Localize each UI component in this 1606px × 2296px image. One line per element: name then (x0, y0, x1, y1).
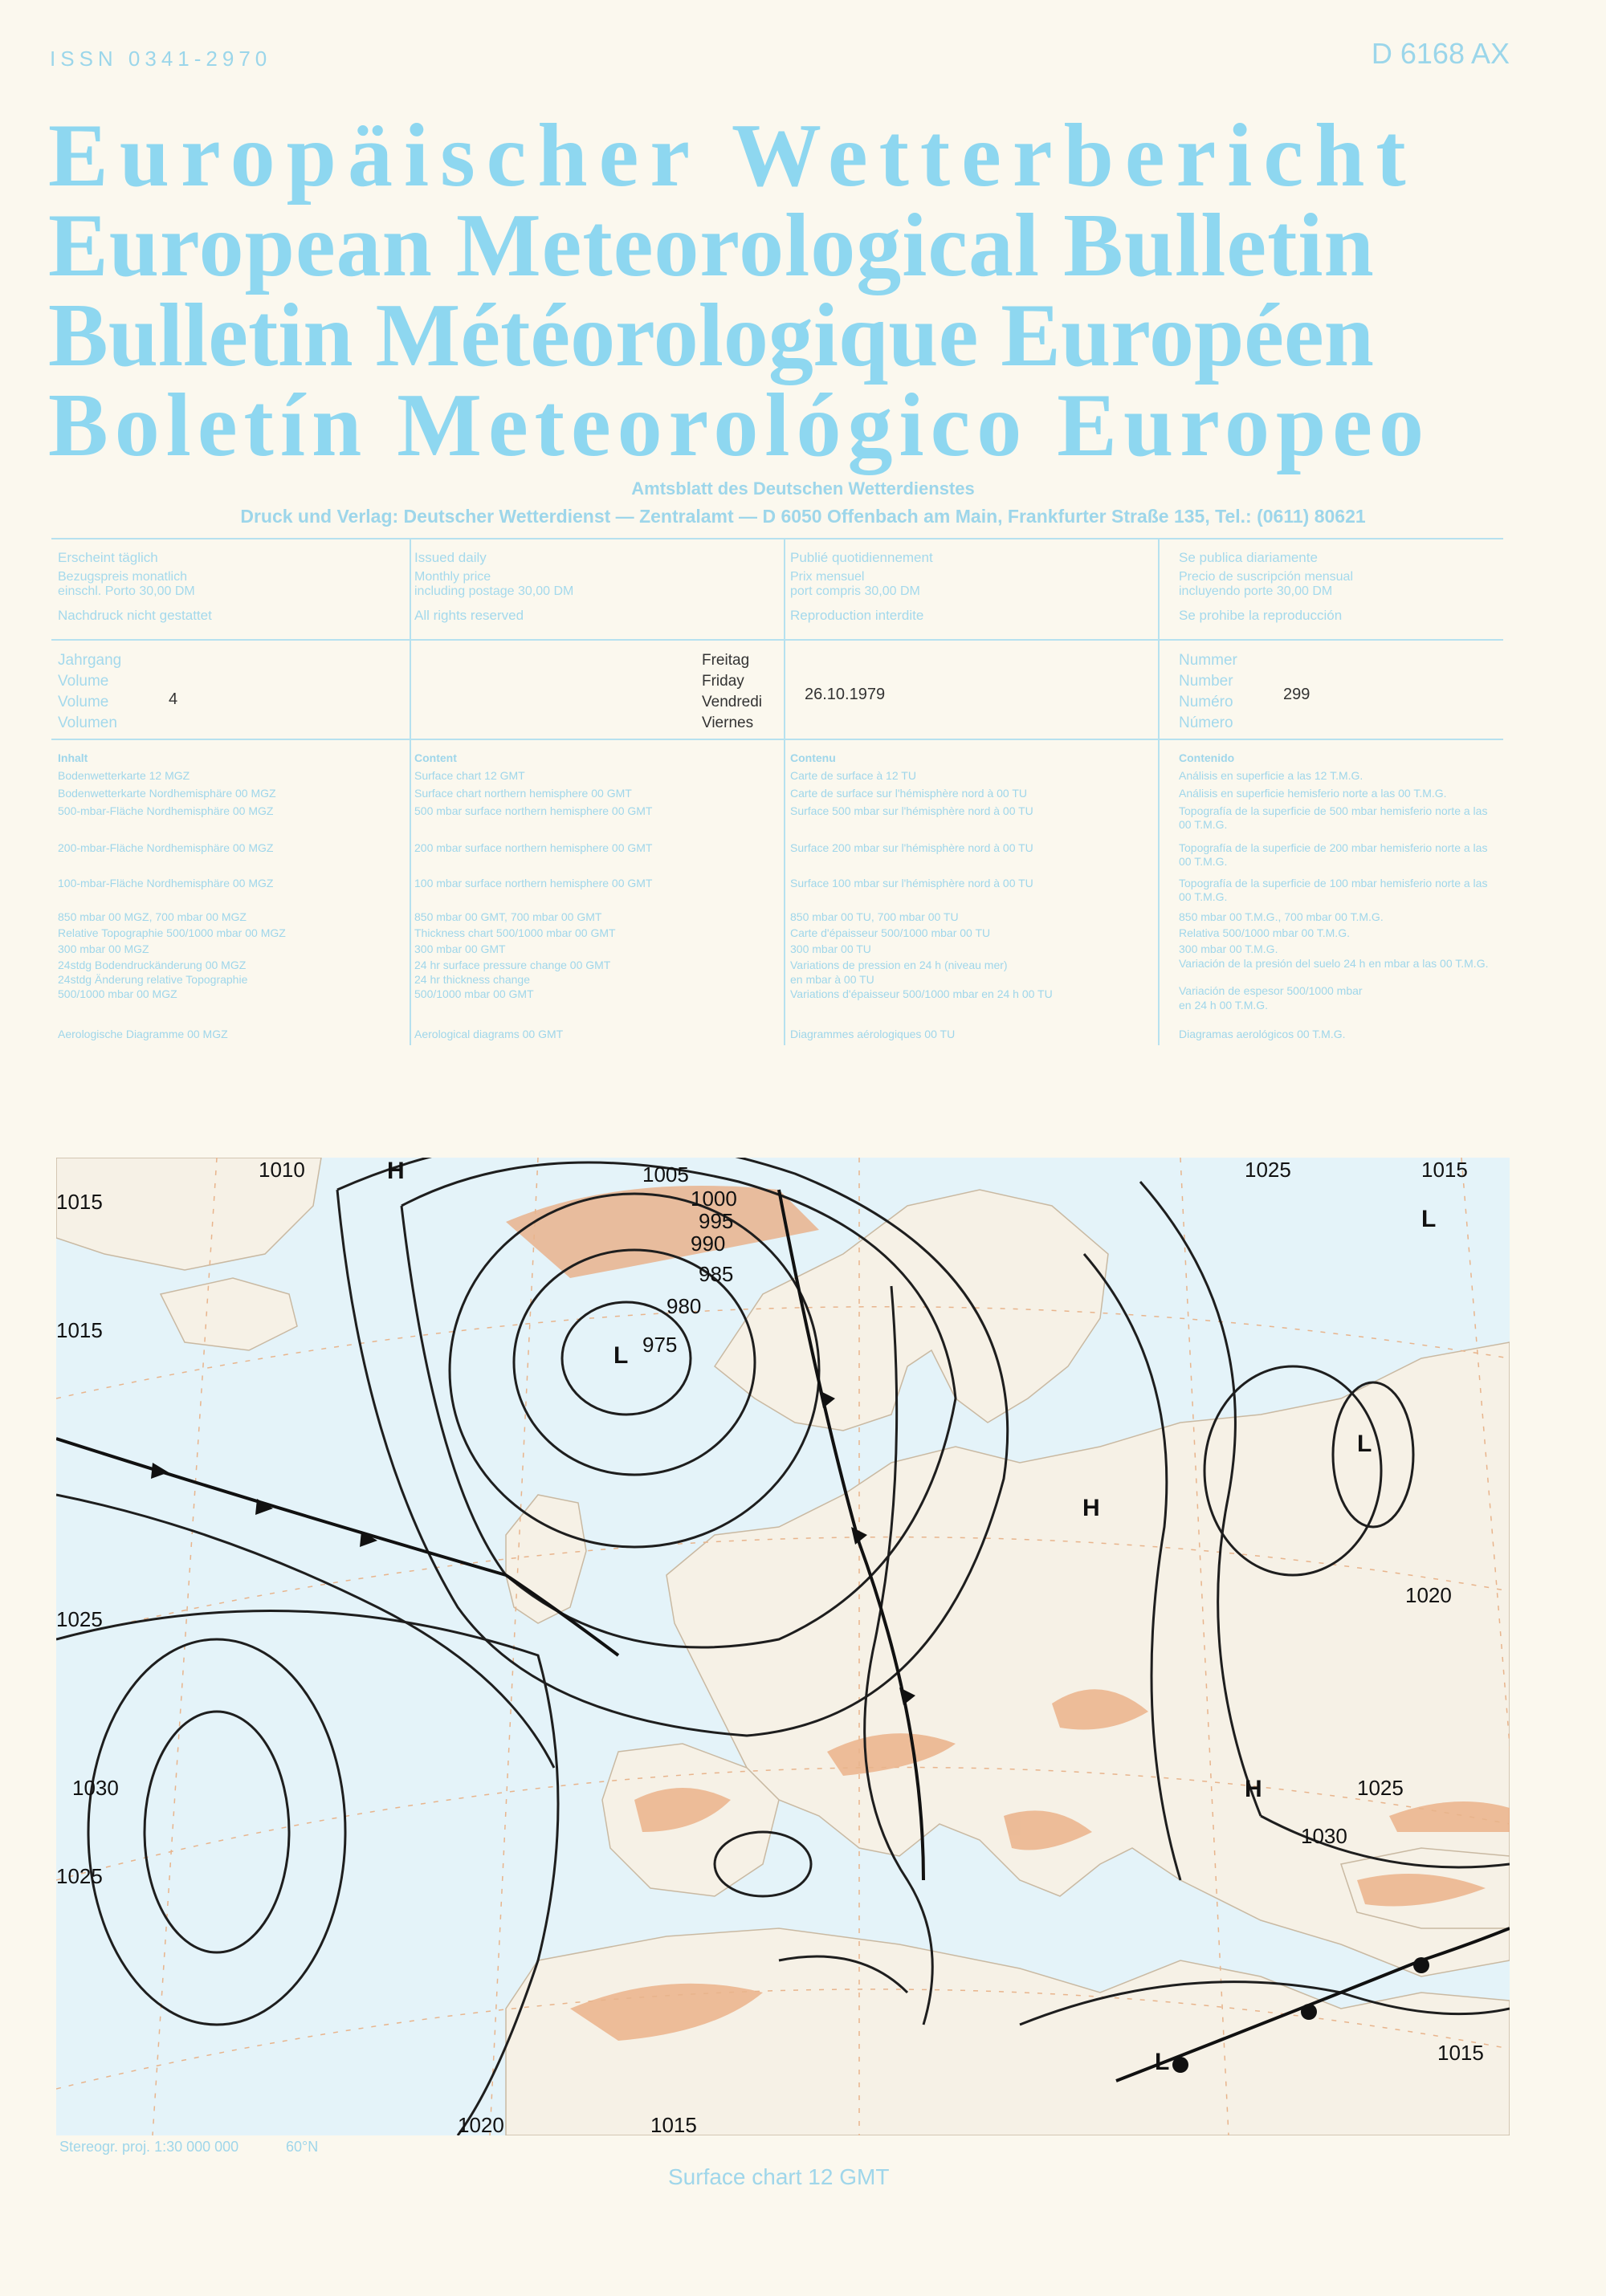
contents-item: 200-mbar-Fläche Nordhemisphäre 00 MGZ (58, 841, 274, 854)
high-center: H (387, 1158, 405, 1184)
volume-value: 4 (169, 690, 178, 708)
column-divider (784, 539, 785, 1045)
rule-low (51, 739, 1503, 740)
contents-item: Variación de la presión del suelo 24 h en mbar a las 00 T.M.G. (1179, 957, 1489, 970)
number-labels (1179, 650, 1237, 734)
low-center: L (1357, 1431, 1372, 1457)
contents-item: Surface chart 12 GMT (414, 769, 525, 782)
high-center: H (1245, 1776, 1262, 1802)
isobar-label: 990 (691, 1231, 726, 1256)
subscription-line: Precio de suscripción mensual (1179, 570, 1353, 584)
contents-item: Surface chart northern hemisphere 00 GMT (414, 787, 632, 800)
map-svg (56, 1158, 1510, 2135)
contents-item: Análisis en superficie hemisferio norte a las 00 T.M.G. (1179, 787, 1447, 800)
subscription-spanish (1179, 546, 1353, 628)
contents-item: 850 mbar 00 T.M.G., 700 mbar 00 T.M.G. (1179, 910, 1384, 923)
contents-item: Variations d'épaisseur 500/1000 mbar en 24 h 00 TU (790, 987, 1053, 1000)
isobar-label: 985 (699, 1262, 734, 1286)
contents-item: Bodenwetterkarte 12 MGZ (58, 769, 190, 782)
contents-item: 300 mbar 00 TU (790, 942, 871, 955)
isobar-label: 1015 (56, 1190, 103, 1214)
contents-item: 500/1000 mbar 00 MGZ (58, 987, 177, 1000)
subscription-line: Se prohibe la reproducción (1179, 608, 1343, 623)
contents-item: Carte de surface à 12 TU (790, 769, 916, 782)
contents-item: Variación de espesor 500/1000 mbar (1179, 984, 1363, 997)
contents-heading: Content (414, 751, 457, 764)
contents-item: Diagrammes aérologiques 00 TU (790, 1028, 956, 1040)
contents-item: 300 mbar 00 MGZ (58, 942, 149, 955)
issn-number: ISSN 0341-2970 (50, 47, 272, 71)
subscription-german (58, 546, 212, 628)
isobar-label: 1015 (1437, 2041, 1484, 2065)
contents-item: 500/1000 mbar 00 GMT (414, 987, 534, 1000)
subscription-line: incluyendo porte 30,00 DM (1179, 584, 1333, 598)
contents-item: 850 mbar 00 MGZ, 700 mbar 00 MGZ (58, 910, 247, 923)
weekday-label: Viernes (702, 714, 754, 731)
subscription-line: Se publica diariamente (1179, 550, 1318, 565)
low-center: L (1421, 1206, 1437, 1232)
isobar-label: 1015 (56, 1318, 103, 1342)
low-center-value: 975 (642, 1333, 678, 1357)
contents-item: 24stdg Änderung relative Topographie (58, 973, 248, 986)
subscription-line: Publié quotidiennement (790, 550, 933, 565)
isobar-label: 1025 (56, 1607, 103, 1631)
contents-item: 850 mbar 00 GMT, 700 mbar 00 GMT (414, 910, 602, 923)
volume-labels (58, 650, 121, 734)
subscription-line: including postage 30,00 DM (414, 584, 574, 598)
subscription-english (414, 546, 573, 628)
subscription-line: All rights reserved (414, 608, 524, 623)
contents-item: Surface 500 mbar sur l'hémisphère nord à 00 TU (790, 804, 1033, 817)
map-latitude: 60°N (286, 2139, 319, 2155)
isobar-label: 1020 (1405, 1583, 1452, 1607)
map-projection: Stereogr. proj. 1:30 000 000 (59, 2139, 239, 2155)
isobar-label: 995 (699, 1209, 734, 1233)
official-gazette-line: Amtsblatt des Deutschen Wetterdienstes (631, 478, 975, 499)
subscription-line: Bezugspreis monatlich (58, 570, 187, 584)
high-center: H (1082, 1495, 1100, 1521)
contents-item: Carte de surface sur l'hémisphère nord à 00 TU (790, 787, 1028, 800)
contents-item: 500-mbar-Fläche Nordhemisphäre 00 MGZ (58, 804, 274, 817)
contents-item: Diagramas aerológicos 00 T.M.G. (1179, 1028, 1346, 1040)
issue-number: 299 (1283, 686, 1310, 703)
contents-item: Relativa 500/1000 mbar 00 T.M.G. (1179, 926, 1350, 939)
contents-item: Topografía de la superficie de 500 mbar hemisferio norte a las 00 T.M.G. (1179, 804, 1488, 831)
subscription-line: Monthly price (414, 570, 491, 584)
contents-item: 24 hr thickness change (414, 973, 530, 986)
subscription-line: einschl. Porto 30,00 DM (58, 584, 195, 598)
issue-date: 26.10.1979 (805, 686, 886, 703)
contents-item: 300 mbar 00 T.M.G. (1179, 942, 1278, 955)
contents-item: Aerologische Diagramme 00 MGZ (58, 1028, 228, 1040)
contents-item: en 24 h 00 T.M.G. (1179, 999, 1269, 1012)
isobar-label: 1025 (56, 1864, 103, 1888)
isobar-label: 980 (666, 1294, 702, 1318)
contents-item: Variations de pression en 24 h (niveau mer) (790, 959, 1008, 971)
volume-label: Volume (58, 694, 109, 710)
contents-item: 300 mbar 00 GMT (414, 942, 506, 955)
land-iceland (161, 1278, 297, 1350)
contents-item: Surface 100 mbar sur l'hémisphère nord à 00 TU (790, 877, 1033, 889)
contents-item: 24stdg Bodendruckänderung 00 MGZ (58, 959, 247, 971)
isobar-label: 1010 (259, 1158, 305, 1182)
subscription-line: Issued daily (414, 550, 487, 565)
weekday-labels (702, 650, 762, 734)
rule-top (51, 538, 1503, 539)
volume-label: Volumen (58, 714, 117, 731)
publisher-line: Druck und Verlag: Deutscher Wetterdienst — Zentralamt — D 6050 Offenbach am Main, Frankfurter Straße 135, Tel.: (0611) 80621 (240, 506, 1366, 527)
isobar-label: 1005 (642, 1162, 689, 1187)
contents-item: Análisis en superficie a las 12 T.M.G. (1179, 769, 1363, 782)
contents-item: Aerological diagrams 00 GMT (414, 1028, 564, 1040)
contents-heading: Contenido (1179, 751, 1235, 764)
title-spanish: Boletín Meteorológico Europeo (48, 376, 1430, 475)
relief-greenland-coast (506, 1186, 819, 1278)
subscription-line: Prix mensuel (790, 570, 865, 584)
subscription-line: port compris 30,00 DM (790, 584, 920, 598)
contents-item: Carte d'épaisseur 500/1000 mbar 00 TU (790, 926, 991, 939)
volume-label: Jahrgang (58, 652, 122, 669)
contents-item: 100 mbar surface northern hemisphere 00 GMT (414, 877, 653, 889)
isobar-label: 1025 (1357, 1776, 1404, 1800)
isobar-label: 1025 (1245, 1158, 1291, 1182)
contents-item: Surface 200 mbar sur l'hémisphère nord à 00 TU (790, 841, 1033, 854)
low-center: L (1155, 2049, 1170, 2075)
contents-item: 200 mbar surface northern hemisphere 00 GMT (414, 841, 653, 854)
number-label: Número (1179, 714, 1233, 731)
number-label: Nummer (1179, 652, 1237, 669)
subscription-line: Erscheint täglich (58, 550, 158, 565)
contents-heading: Inhalt (58, 751, 88, 764)
isobar-label: 1020 (458, 2113, 504, 2135)
weekday-label: Freitag (702, 652, 750, 669)
subscription-line: Nachdruck nicht gestattet (58, 608, 212, 623)
contents-item: en mbar à 00 TU (790, 973, 874, 986)
number-label: Numéro (1179, 694, 1233, 710)
contents-item: 24 hr surface pressure change 00 GMT (414, 959, 611, 971)
isobar-label: 1000 (691, 1187, 737, 1211)
title-french: Bulletin Météorologique Européen (48, 286, 1374, 385)
title-german: Europäischer Wetterbericht (48, 106, 1417, 206)
contents-item: Topografía de la superficie de 200 mbar hemisferio norte a las 00 T.M.G. (1179, 841, 1488, 868)
isobar-label: 1030 (1301, 1824, 1347, 1848)
low-center: L (613, 1342, 629, 1369)
isobar-label: 1030 (72, 1776, 119, 1800)
title-english: European Meteorological Bulletin (48, 196, 1375, 295)
map-caption: Surface chart 12 GMT (668, 2164, 890, 2189)
rule-mid (51, 639, 1503, 641)
weekday-label: Friday (702, 673, 744, 690)
contents-item: Thickness chart 500/1000 mbar 00 GMT (414, 926, 616, 939)
subscription-line: Reproduction interdite (790, 608, 924, 623)
volume-label: Volume (58, 673, 109, 690)
isobar-label: 1015 (1421, 1158, 1468, 1182)
contents-item: Topografía de la superficie de 100 mbar hemisferio norte a las 00 T.M.G. (1179, 877, 1488, 903)
contents-item: Relative Topographie 500/1000 mbar 00 MGZ (58, 926, 286, 939)
contents-item: Bodenwetterkarte Nordhemisphäre 00 MGZ (58, 787, 276, 800)
document-code: D 6168 AX (1371, 37, 1510, 70)
weekday-label: Vendredi (702, 694, 763, 710)
contents-item: 850 mbar 00 TU, 700 mbar 00 TU (790, 910, 959, 923)
surface-weather-map (56, 1158, 1510, 2135)
isobar-label: 1015 (650, 2113, 697, 2135)
land-areas (56, 1158, 1510, 2135)
contents-heading: Contenu (790, 751, 836, 764)
subscription-french (790, 546, 933, 628)
contents-item: 100-mbar-Fläche Nordhemisphäre 00 MGZ (58, 877, 274, 889)
contents-item: 500 mbar surface northern hemisphere 00 GMT (414, 804, 653, 817)
number-label: Number (1179, 673, 1233, 690)
